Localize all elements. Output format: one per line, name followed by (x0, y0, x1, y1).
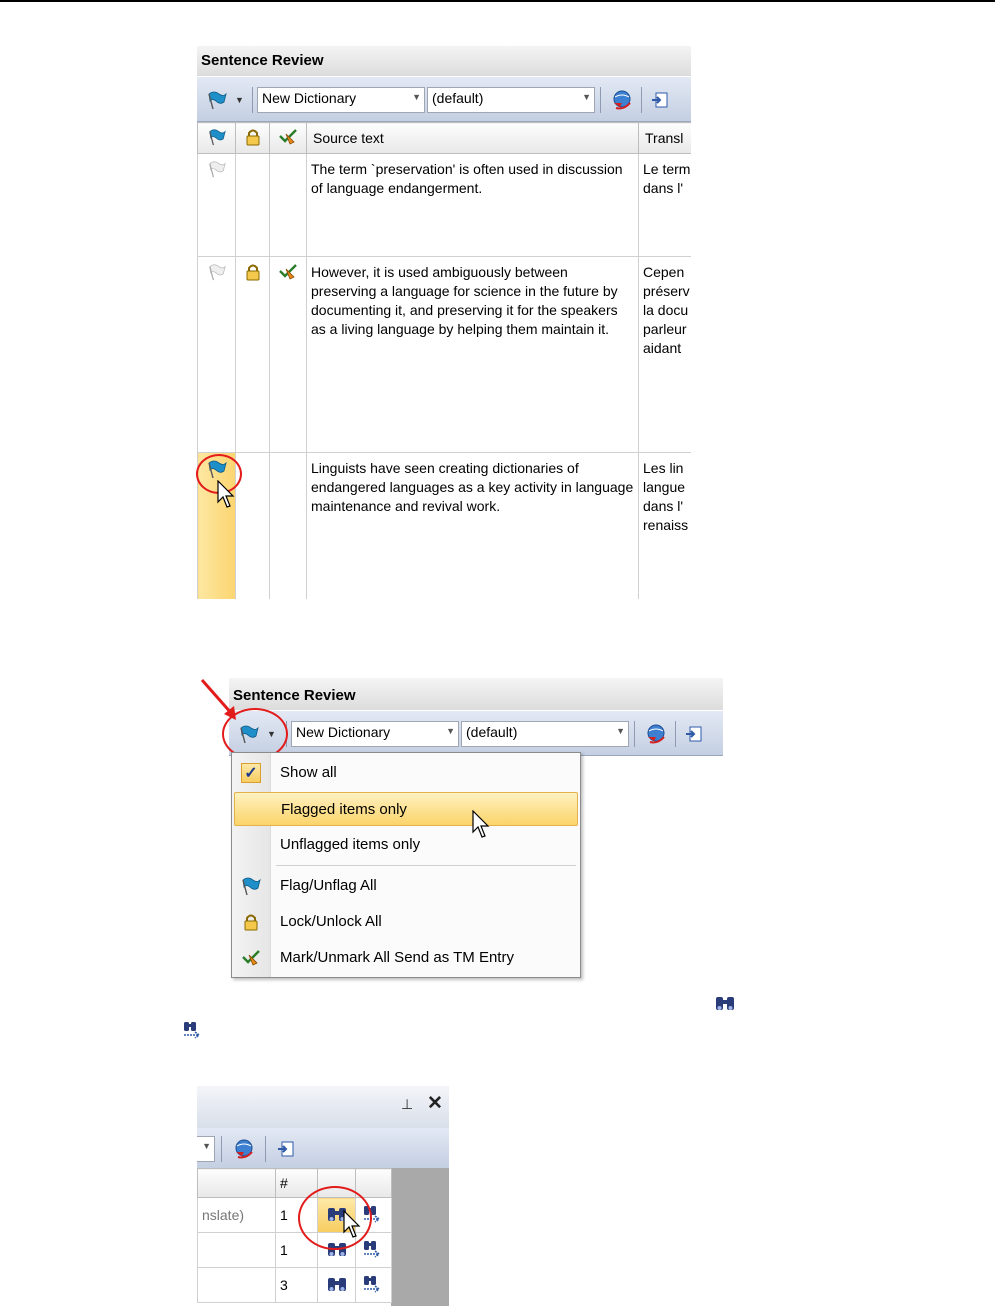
table-row[interactable] (198, 453, 692, 600)
number-cell: 3 (276, 1268, 318, 1303)
flag-filter-menu (231, 752, 581, 978)
insert-icon (276, 1139, 296, 1159)
flag-outline-icon (207, 160, 227, 178)
number-column-header[interactable]: # (276, 1169, 318, 1198)
text-cell[interactable] (198, 1268, 276, 1303)
lock-cell[interactable] (236, 154, 270, 257)
table-row[interactable] (198, 257, 692, 453)
find-next-icon (362, 1239, 386, 1259)
annotation-circle (196, 454, 242, 494)
lock-cell[interactable] (236, 257, 270, 453)
lock-icon (242, 913, 260, 931)
menu-item-flag-unflag-all[interactable]: Flag/Unflag All (234, 869, 578, 903)
chevron-down-icon[interactable]: ▼ (267, 729, 276, 739)
insert-button[interactable] (683, 723, 705, 745)
refresh-translate-button[interactable] (231, 1136, 257, 1162)
flag-cell[interactable] (198, 257, 236, 453)
toolbar-separator (265, 1136, 266, 1162)
dictionary-select[interactable]: New Dictionary ▼ (291, 721, 459, 747)
translation-cell[interactable]: Cepen préserv la docu parleur aidant (639, 257, 692, 453)
globe-refresh-icon (644, 722, 668, 746)
text-cell[interactable]: nslate) (198, 1198, 276, 1233)
flag-filter-button[interactable] (205, 89, 229, 111)
tm-mark-column-header[interactable] (270, 123, 307, 154)
number-cell: 1 (276, 1198, 318, 1233)
chevron-down-icon: ▼ (412, 92, 421, 102)
flag-cell[interactable] (198, 154, 236, 257)
lock-column-header[interactable] (236, 123, 270, 154)
globe-refresh-icon (610, 88, 634, 112)
chevron-down-icon: ▼ (202, 1141, 211, 1151)
empty-grid-area (391, 1168, 449, 1306)
panel-toolbar (229, 710, 723, 756)
chevron-down-icon: ▼ (616, 726, 625, 736)
profile-select[interactable] (197, 1136, 215, 1162)
source-text-cell[interactable]: Linguists have seen creating dictionaries of endangered languages as a key activity in language maintenance and revival work. (307, 453, 639, 600)
text-column-header[interactable] (198, 1169, 276, 1198)
find-next-icon (362, 1274, 386, 1294)
insert-icon (684, 724, 704, 744)
find-next-button[interactable] (356, 1268, 392, 1303)
find-next-column-header[interactable] (356, 1169, 392, 1198)
table-row[interactable] (198, 154, 692, 257)
profile-select[interactable]: (default) ▼ (461, 721, 629, 747)
binoculars-icon (326, 1275, 348, 1293)
toolbar-separator (634, 721, 635, 747)
menu-separator (276, 865, 576, 866)
menu-item-flagged-only[interactable]: Flagged items only (234, 792, 578, 826)
toolbar-separator (675, 721, 676, 747)
binoculars-icon (714, 994, 736, 1012)
source-text-column-header[interactable]: Source text (307, 123, 639, 154)
annotation-circle (298, 1186, 372, 1250)
text-cell[interactable] (198, 1233, 276, 1268)
sentence-review-panel-menu (229, 678, 723, 756)
flag-icon (207, 128, 227, 146)
chevron-down-icon[interactable]: ▼ (235, 95, 244, 105)
translation-column-header[interactable]: Transl (639, 123, 692, 154)
menu-item-unflagged-only[interactable]: Unflagged items only (280, 836, 421, 853)
refresh-translate-button[interactable] (609, 87, 635, 113)
check-icon: ✓ (241, 763, 261, 783)
insert-icon (650, 90, 670, 110)
profile-select[interactable]: (default) ▼ (427, 87, 595, 113)
menu-item-show-all[interactable]: ✓ Show all (234, 756, 578, 790)
panel-title: Sentence Review (229, 678, 723, 710)
menu-item-lock-unlock-all[interactable]: Lock/Unlock All (234, 905, 578, 939)
toolbar-separator (641, 87, 642, 113)
page-top-rule (0, 0, 995, 2)
translation-cell[interactable]: Le term dans l' (639, 154, 692, 257)
refresh-translate-button[interactable] (643, 721, 669, 747)
sentence-review-panel (197, 46, 691, 599)
panel-toolbar (197, 1128, 449, 1169)
dictionary-select[interactable]: New Dictionary ▼ (257, 87, 425, 113)
pin-icon[interactable]: ⊥ (401, 1096, 414, 1112)
toolbar-separator (252, 87, 253, 113)
tm-mark-icon (278, 263, 298, 281)
number-cell: 1 (276, 1233, 318, 1268)
flag-column-header[interactable] (198, 123, 236, 154)
table-row[interactable] (198, 1268, 392, 1303)
close-icon[interactable]: ✕ (427, 1093, 443, 1114)
translation-cell[interactable]: Les lin langue dans l' renaiss (639, 453, 692, 600)
panel-title-bar (197, 1086, 449, 1129)
globe-refresh-icon (232, 1137, 256, 1161)
insert-button[interactable] (649, 89, 671, 111)
menu-item-mark-unmark-tm[interactable]: Mark/Unmark All Send as TM Entry (234, 941, 578, 975)
tm-mark-cell[interactable] (270, 257, 307, 453)
lock-icon (244, 128, 262, 146)
tm-mark-icon (241, 949, 261, 967)
sentence-grid (197, 122, 691, 599)
toolbar-separator (221, 1136, 222, 1162)
source-text-cell[interactable]: However, it is used ambiguously between preserving a language for science in the future by documenting it, and preserving it for the speakers as a living language by helping them maintain it. (307, 257, 639, 453)
panel-title: Sentence Review (197, 46, 691, 76)
flag-icon (206, 90, 228, 110)
flag-outline-icon (207, 263, 227, 281)
chevron-down-icon: ▼ (582, 92, 591, 102)
insert-button[interactable] (275, 1138, 297, 1160)
tm-mark-icon (278, 128, 298, 146)
toolbar-separator (600, 87, 601, 113)
source-text-cell[interactable]: The term `preservation' is often used in discussion of language endangerment. (307, 154, 639, 257)
panel-toolbar (197, 76, 691, 122)
tm-mark-cell[interactable] (270, 453, 307, 600)
chevron-down-icon: ▼ (446, 726, 455, 736)
lock-icon (244, 263, 262, 281)
tm-mark-cell[interactable] (270, 154, 307, 257)
find-next-icon (182, 1020, 206, 1040)
flag-icon (240, 876, 262, 896)
find-button[interactable] (318, 1268, 356, 1303)
